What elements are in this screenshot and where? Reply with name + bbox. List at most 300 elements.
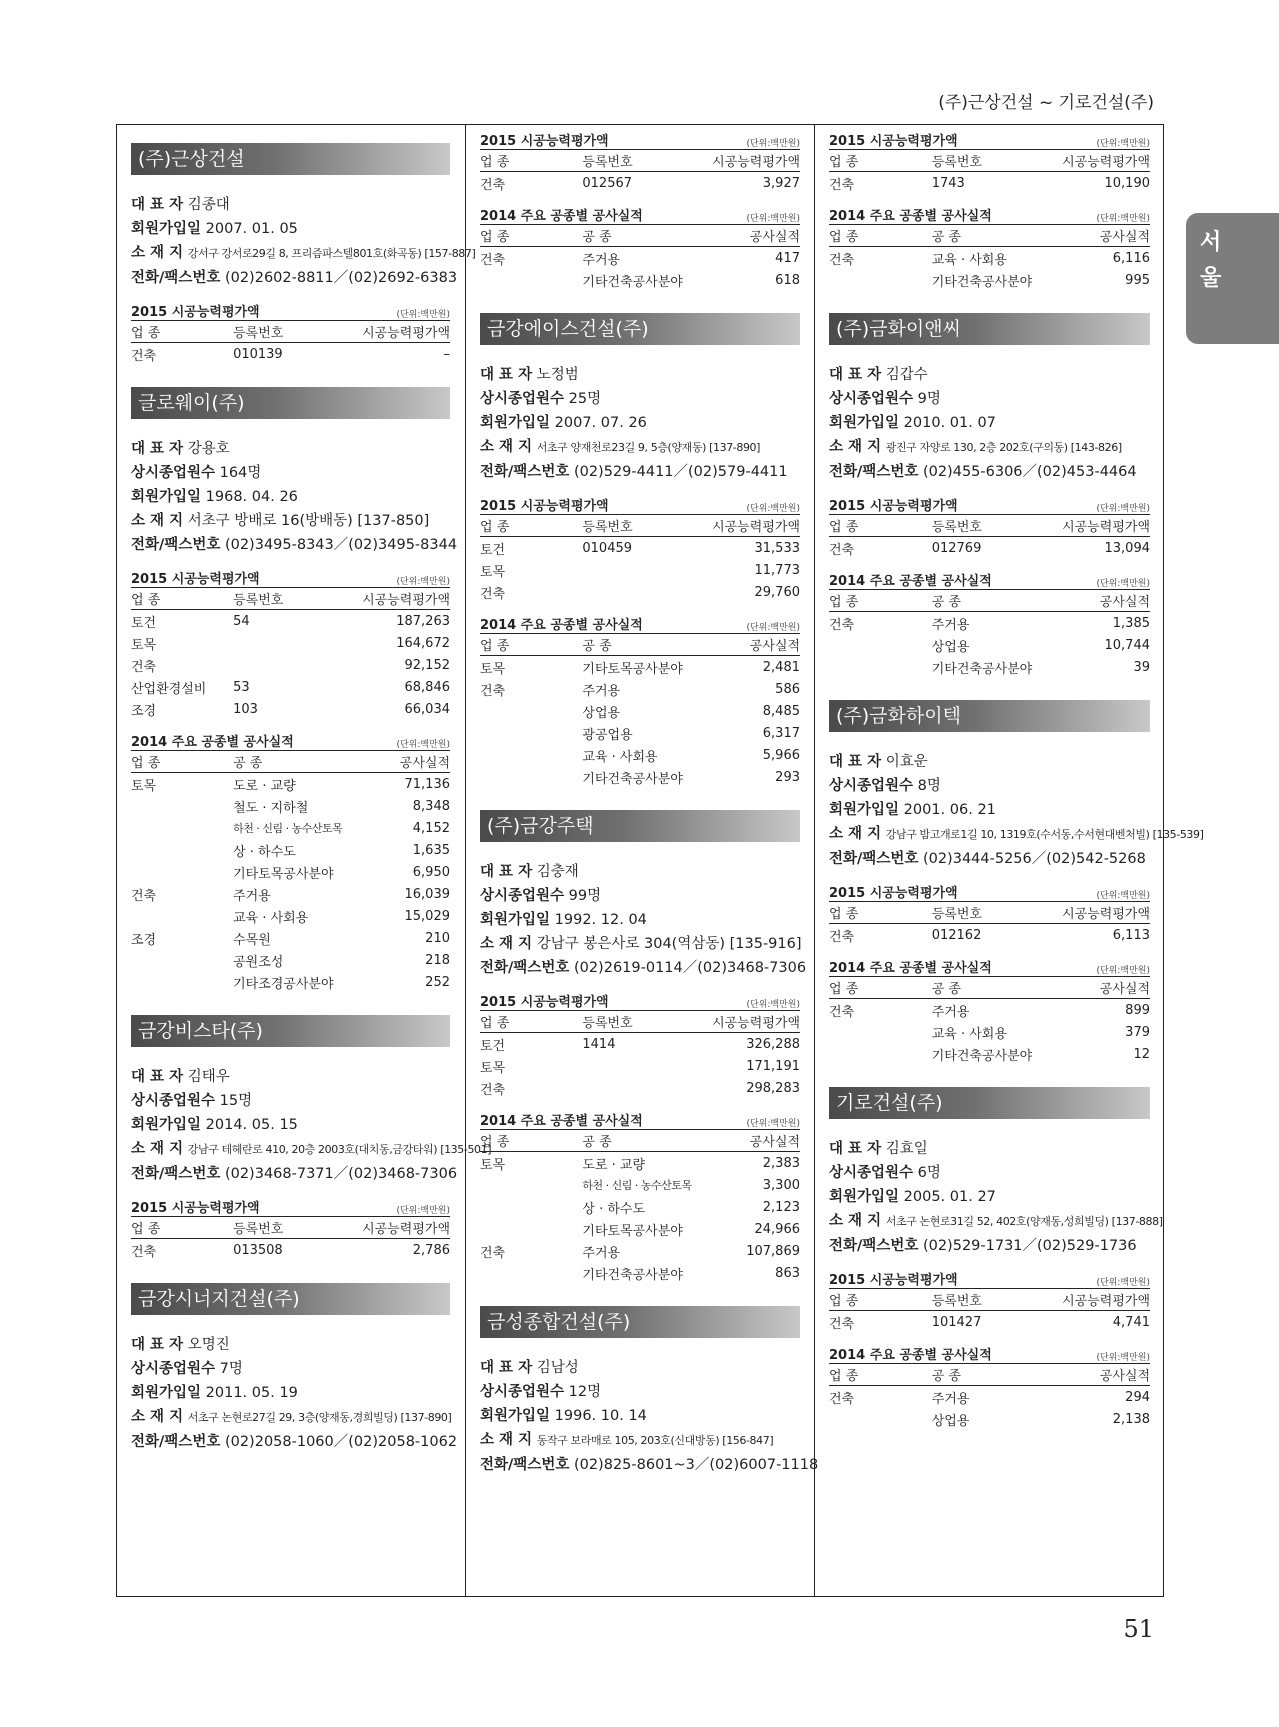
region-tab[interactable] [1186,213,1279,344]
company-entry [480,313,800,788]
column-header: 등록번호 [233,321,341,343]
company-entry [480,810,807,1284]
join-date-label: 회원가입일 [131,489,202,505]
employees [131,461,450,485]
table-body [131,610,450,721]
section-title-text: 2015 시공능력평가액 [829,499,958,514]
column-header: 시공능력평가액 [691,515,800,537]
table-cell: 기타건축공사분야 [582,1267,683,1283]
phone-fax [829,847,1150,871]
column-header: 업 종 [131,321,233,343]
section-title-text: 2015 시공능력평가액 [480,134,609,149]
table-head [829,1364,1150,1386]
column-header: 업 종 [480,1011,582,1033]
representative-value: 이효운 [885,754,928,770]
section-title [829,131,1150,149]
phone-fax-value: (02)529-1731／(02)529-1736 [922,1238,1137,1254]
phone-fax [829,460,1150,484]
capability-section [480,496,800,603]
table-cell: 107,869 [746,1243,800,1259]
company-entry [829,700,1204,1065]
join-date-value: 2005. 01. 27 [903,1189,996,1205]
table-cell: 012162 [931,927,982,943]
table-cell [582,1077,691,1099]
column-header: 시공능력평가액 [1041,1289,1150,1311]
column-header: 업 종 [829,902,932,924]
performance-table [829,1363,1150,1430]
column-header: 공 종 [932,225,1041,247]
table-cell: 기타토목공사분야 [582,1223,683,1239]
section-title [829,496,1150,514]
representative-value: 김효일 [885,1141,928,1157]
table-cell: 교육 · 사회용 [931,1026,1007,1042]
employees-value: 99명 [568,888,602,904]
table-cell: 2,481 [762,659,800,675]
phone-fax [480,1453,819,1477]
section-title-text: 2015 시공능력평가액 [829,886,958,901]
representative-label: 대 표 자 [131,197,184,213]
table-cell: 6,116 [1112,250,1150,266]
section-title-text: 2015 시공능력평가액 [480,499,609,514]
phone-fax-label: 전화/팩스번호 [480,1457,570,1473]
representative [829,750,1150,774]
table-cell: 기타건축공사분야 [582,274,683,290]
performance-section [829,206,1150,291]
table-cell: 010139 [233,346,283,362]
column-header: 등록번호 [932,150,1041,172]
representative-label: 대 표 자 [131,441,184,457]
column-header: 등록번호 [233,1217,341,1239]
join-date-label: 회원가입일 [829,1189,900,1205]
column-header: 시공능력평가액 [342,588,450,610]
address [131,241,476,266]
column-header: 시공능력평가액 [1041,150,1150,172]
table-cell: 1,385 [1112,615,1150,631]
table-row [131,905,450,927]
unit-label: (단위:백만원) [1096,966,1150,976]
column-header: 업 종 [829,225,932,247]
section-title-text: 2014 주요 공종별 공사실적 [829,961,992,976]
representative [131,1065,450,1089]
column-1 [117,125,492,1596]
section-title [480,206,800,224]
section-title-text: 2015 시공능력평가액 [829,134,958,149]
section-title [829,1345,1150,1363]
table-row [480,559,800,581]
employees-value: 15명 [219,1093,253,1109]
section-title-text: 2014 주요 공종별 공사실적 [131,735,294,750]
table-cell: 11,773 [754,562,800,578]
employees [829,774,1150,798]
section-title [480,615,800,633]
table-cell: 건축 [829,542,855,558]
unit-label: (단위:백만원) [396,740,450,750]
table-cell: 건축 [829,177,855,193]
table-cell: 995 [1125,272,1150,288]
table-cell: 31,533 [754,540,800,556]
table-row [829,1311,1150,1334]
table-cell: 주거용 [582,252,621,268]
company-entry [829,131,1150,291]
table-row [480,1218,800,1240]
table-body [480,1152,800,1285]
section-title [131,1198,450,1216]
employees [829,387,1150,411]
company-name: (주)금강주택 [480,810,800,842]
company-entry [131,1283,458,1454]
table-cell: 교육 · 사회용 [931,252,1007,268]
column-header: 업 종 [829,515,932,537]
join-date-label: 회원가입일 [480,1408,551,1424]
address-label: 소 재 지 [480,1432,533,1448]
phone-fax-label: 전화/팩스번호 [131,1166,221,1182]
table-header-row [480,515,800,537]
table-header-row [480,1011,800,1033]
representative [829,363,1150,387]
table-cell: 토건 [131,615,157,631]
table-body [480,537,800,604]
table-header-row [829,225,1150,247]
column-header: 공사실적 [1041,1364,1150,1386]
performance-table [829,976,1150,1065]
company-name: (주)금화하이텍 [829,700,1150,732]
capability-table [829,1288,1150,1333]
table-cell [480,269,582,291]
representative [131,193,450,217]
table-header-row [829,590,1150,612]
unit-label: (단위:백만원) [1096,139,1150,149]
table-row [829,1043,1150,1065]
performance-table [829,589,1150,678]
address-label: 소 재 지 [829,826,882,842]
capability-section [829,131,1150,194]
table-cell [480,700,582,722]
phone-fax [480,460,800,484]
column-header: 업 종 [480,150,582,172]
running-head: (주)근상건설 ~ 기로건설(주) [938,93,1154,113]
table-cell: 3,300 [762,1177,800,1193]
table-cell: 010459 [582,540,633,556]
join-date-value: 1992. 12. 04 [554,912,647,928]
employees-value: 8명 [917,778,941,794]
join-date [480,411,800,435]
column-header: 등록번호 [582,1011,691,1033]
table-header-row [131,1217,450,1239]
table-head [480,515,800,537]
table-cell: 주거용 [931,1391,970,1407]
table-cell: 1414 [582,1036,616,1052]
table-row [480,1077,800,1099]
table-head [480,225,800,247]
section-title [480,992,800,1010]
table-cell: 29,760 [754,584,800,600]
representative-label: 대 표 자 [829,367,882,383]
table-cell: 16,039 [404,886,450,902]
table-cell: 6,113 [1112,927,1150,943]
table-cell: 39 [1133,659,1150,675]
address [480,932,800,956]
table-cell: 294 [1125,1389,1150,1405]
table-cell: 293 [775,769,800,785]
join-date-value: 1968. 04. 26 [205,489,298,505]
table-row [829,612,1150,635]
table-cell: 건축 [480,177,506,193]
column-header: 공 종 [932,1364,1041,1386]
section-title [480,131,800,149]
table-cell: 4,152 [412,820,450,836]
table-cell [233,654,341,676]
table-cell: 417 [775,250,800,266]
employees-label: 상시종업원수 [480,888,565,904]
section-title [829,883,1150,901]
column-header: 공사실적 [342,751,450,773]
table-row [829,172,1150,195]
table-body [829,247,1150,292]
table-cell: 공원조성 [233,954,284,970]
join-date-value: 2001. 06. 21 [903,802,996,818]
capability-table [829,901,1150,946]
table-head [131,321,450,343]
performance-section [829,571,1150,678]
table-cell: 379 [1125,1024,1150,1040]
join-date [829,1185,1150,1209]
table-cell: 토건 [480,1038,506,1054]
table-row [131,817,450,839]
table-cell: 586 [775,681,800,697]
table-cell: 618 [775,272,800,288]
column-header: 시공능력평가액 [1041,515,1150,537]
table-cell: 주거용 [582,1245,621,1261]
company-name: 금강에이스건설(주) [480,313,800,345]
table-cell: 교육 · 사회용 [582,749,658,765]
join-date-value: 2011. 05. 19 [205,1385,298,1401]
join-date-label: 회원가입일 [829,415,900,431]
company-name: 금강비스타(주) [131,1015,450,1047]
join-date-label: 회원가입일 [131,221,202,237]
table-cell: 13,094 [1104,540,1150,556]
table-row [480,766,800,788]
table-row [829,269,1150,291]
unit-label: (단위:백만원) [1096,1278,1150,1288]
representative-value: 오명진 [187,1337,230,1353]
column-header: 시공능력평가액 [691,150,800,172]
table-cell [829,1408,932,1430]
performance-table [480,633,800,788]
table-cell: 210 [425,930,450,946]
column-header: 시공능력평가액 [342,1217,450,1239]
section-title-text: 2014 주요 공종별 공사실적 [480,209,643,224]
employees-value: 7명 [219,1361,243,1377]
table-cell: 2,138 [1112,1411,1150,1427]
table-cell: 하천 · 신림 · 농수산토목 [233,822,343,835]
table-head [480,1130,800,1152]
address-value: 서초구 논현로31길 52, 402호(양재동,성희빌딩) [137-888] [885,1215,1163,1228]
table-header-row [131,321,450,343]
column-header: 업 종 [480,515,582,537]
join-date-value: 2014. 05. 15 [205,1117,298,1133]
phone-fax-value: (02)3495-8343／(02)3495-8344 [224,537,458,553]
table-cell: 71,136 [404,776,450,792]
address [480,435,800,460]
table-header-row [480,150,800,172]
column-header: 공사실적 [1041,590,1150,612]
column-header: 시공능력평가액 [1041,902,1150,924]
phone-fax-label: 전화/팩스번호 [829,1238,919,1254]
table-cell: 토목 [480,564,506,580]
table-row [480,1033,800,1056]
column-header: 업 종 [829,977,932,999]
phone-fax-value: (02)529-4411／(02)579-4411 [573,464,788,480]
employees-label: 상시종업원수 [480,1384,565,1400]
representative [131,1333,450,1357]
company-entry [829,1087,1163,1430]
address-label: 소 재 지 [480,439,533,455]
unit-label: (단위:백만원) [1096,579,1150,589]
address-value: 서초구 양재천로23길 9, 5층(양재동) [137-890] [536,441,761,454]
phone-fax-value: (02)3444-5256／(02)542-5268 [922,851,1146,867]
table-cell: 건축 [829,1391,855,1407]
column-header: 등록번호 [233,588,341,610]
phone-fax [131,1430,458,1454]
table-cell: 2,786 [412,1242,450,1258]
table-cell: 10,744 [1104,637,1150,653]
unit-label: (단위:백만원) [1096,891,1150,901]
table-cell [582,559,691,581]
phone-fax-value: (02)3468-7371／(02)3468-7306 [224,1166,458,1182]
table-row [480,247,800,270]
table-row [131,343,450,366]
join-date-value: 2010. 01. 07 [903,415,996,431]
column-header: 공사실적 [691,225,800,247]
table-cell: 수목원 [233,932,271,948]
address-value: 광진구 자양로 130, 2층 202호(구의동) [143-826] [885,441,1122,454]
table-cell: 12 [1133,1046,1150,1062]
table-cell: 013508 [233,1242,283,1258]
table-cell: 건축 [829,1316,855,1332]
table-cell: 기타건축공사분야 [931,661,1033,677]
table-header-row [480,1130,800,1152]
capability-section [480,992,800,1099]
table-row [131,949,450,971]
phone-fax-label: 전화/팩스번호 [480,960,570,976]
representative-label: 대 표 자 [480,1360,533,1376]
join-date [480,1404,800,1428]
column-header: 공 종 [233,751,341,773]
table-cell [829,269,932,291]
phone-fax-label: 전화/팩스번호 [131,1434,221,1450]
representative [480,363,800,387]
capability-table [131,320,450,365]
table-cell: 기타건축공사분야 [931,274,1033,290]
table-cell: 상업용 [931,639,970,655]
table-cell [480,1174,582,1196]
table-header-row [829,515,1150,537]
table-head [480,634,800,656]
join-date [131,1381,450,1405]
table-header-row [480,634,800,656]
unit-label: (단위:백만원) [746,504,800,514]
table-body [829,172,1150,195]
performance-section [131,732,450,993]
table-header-row [829,150,1150,172]
employees-label: 상시종업원수 [829,778,914,794]
company-entry [131,1015,492,1261]
table-cell: 토목 [131,637,157,653]
table-header-row [829,977,1150,999]
table-cell: 건축 [829,929,855,945]
capability-section [829,883,1150,946]
table-cell [131,839,233,861]
employees-value: 25명 [568,391,602,407]
table-head [829,590,1150,612]
section-title-text: 2015 시공능력평가액 [131,305,260,320]
table-cell [829,1043,932,1065]
section-title [829,958,1150,976]
address-value: 서초구 방배로 16(방배동) [137-850] [187,513,430,529]
table-head [131,751,450,773]
table-head [480,1011,800,1033]
performance-section [829,1345,1150,1430]
column-header: 등록번호 [932,515,1041,537]
table-row [131,632,450,654]
table-row [829,999,1150,1022]
join-date-label: 회원가입일 [829,802,900,818]
section-title-text: 2014 주요 공종별 공사실적 [829,574,992,589]
section-title-text: 2015 시공능력평가액 [131,1201,260,1216]
table-cell: 218 [425,952,450,968]
table-head [829,902,1150,924]
table-cell: 산업환경설비 [131,681,207,697]
table-body [131,343,450,366]
phone-fax-value: (02)455-6306／(02)453-4464 [922,464,1137,480]
column-3 [814,125,1204,1596]
table-cell [131,905,233,927]
table-cell: 54 [233,613,250,629]
table-cell: 298,283 [746,1080,800,1096]
capability-table [480,514,800,603]
table-row [480,1262,800,1284]
table-head [829,977,1150,999]
address-value: 서초구 논현로27길 29, 3층(양재동,경희빌딩) [137-890] [187,1411,452,1424]
directory-frame [116,124,1204,1597]
join-date-value: 2007. 01. 05 [205,221,298,237]
table-body [829,1311,1150,1334]
phone-fax-label: 전화/팩스번호 [829,851,919,867]
unit-label: (단위:백만원) [396,577,450,587]
table-body [829,1386,1150,1431]
table-cell: 012567 [582,175,633,191]
phone-fax [480,956,807,980]
address-label: 소 재 지 [480,936,533,952]
column-header: 공사실적 [1041,225,1150,247]
phone-fax-value: (02)2602-8811／(02)2692-6383 [224,270,458,286]
column-header: 공 종 [582,634,691,656]
column-header: 등록번호 [582,515,691,537]
section-title-text: 2014 주요 공종별 공사실적 [829,1348,992,1363]
table-cell: 3,927 [762,175,800,191]
table-row [480,700,800,722]
table-cell: 광공업용 [582,727,633,743]
table-cell: 교육 · 사회용 [233,910,309,926]
table-cell [233,632,341,654]
table-cell: 5,966 [762,747,800,763]
table-row [829,656,1150,678]
employees-label: 상시종업원수 [829,1165,914,1181]
table-row [480,656,800,679]
table-cell [582,581,691,603]
table-cell: 건축 [131,1244,157,1260]
table-cell [480,1218,582,1240]
